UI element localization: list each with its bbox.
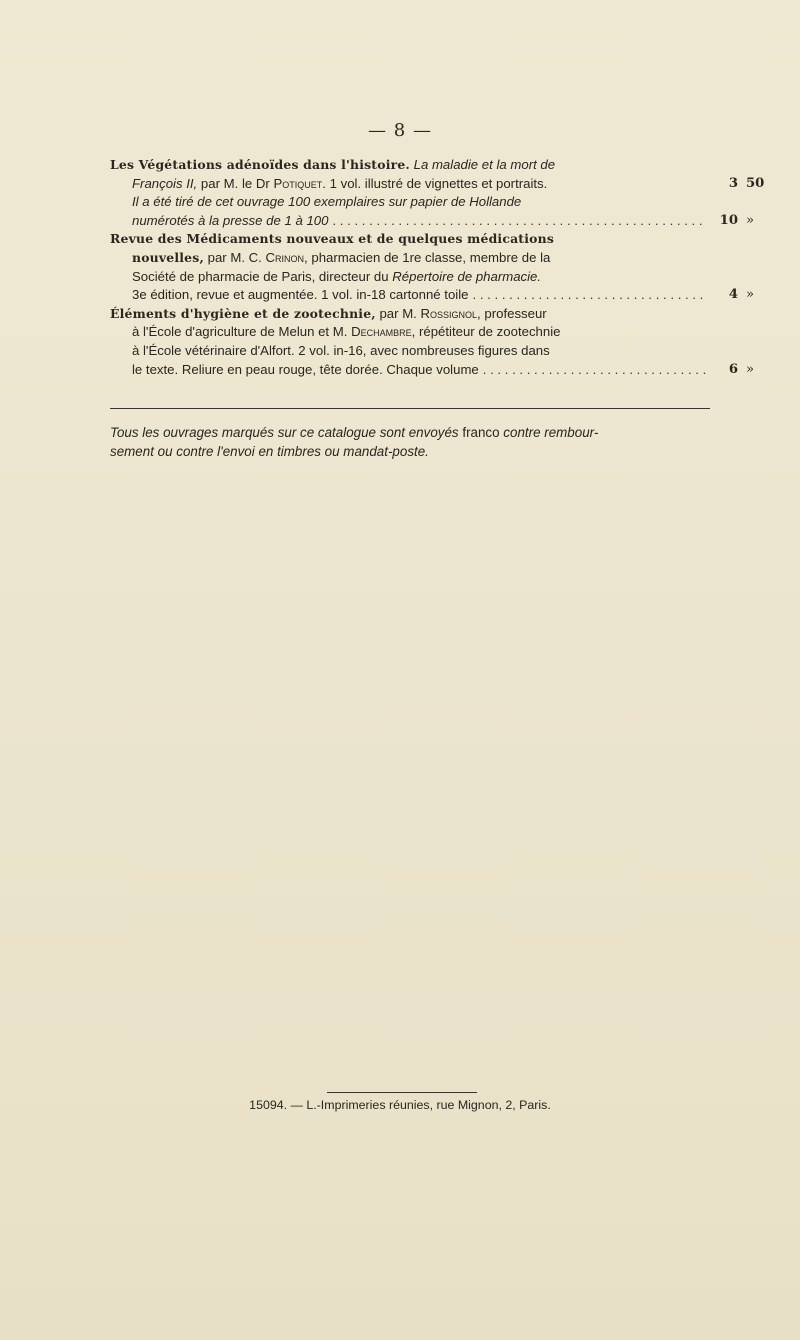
entry-coauthor: Dechambre, xyxy=(351,324,416,340)
entry-author: Potiquet. xyxy=(273,175,326,191)
price-centimes: » xyxy=(746,361,755,377)
entry-title: Revue des Médicaments nouveaux et de quelques médications xyxy=(110,231,554,247)
shipping-notice xyxy=(110,424,710,461)
entry-subtitle: François II, xyxy=(132,175,198,191)
footer-rule xyxy=(327,1092,477,1093)
printer-imprint: 15094. — L.-Imprimeries réunies, rue Mignon, 2, Paris. xyxy=(249,1098,551,1112)
entry-text: par M. C. xyxy=(207,249,262,265)
price-francs: 4 xyxy=(728,287,738,303)
entry-title: Éléments d'hygiène et de zootechnie, xyxy=(110,305,376,321)
entry-description: professeur xyxy=(484,305,547,321)
entry-text: par M. xyxy=(379,305,417,321)
page-number: — 8 — xyxy=(368,120,432,141)
entry-text: par M. le Dr xyxy=(200,175,270,191)
entry-description-line3: à l'École vétérinaire d'Alfort. 2 vol. in-16, avec nombreuses figures dans xyxy=(132,342,550,358)
dot-leader xyxy=(473,286,706,305)
notice-line2: sement ou contre l'envoi en timbres ou mandat-poste. xyxy=(110,443,429,459)
entry-price xyxy=(716,286,772,305)
entry-price xyxy=(716,361,772,380)
entry-note: Il a été tiré de cet ouvrage 100 exemplaires sur papier de Hollande xyxy=(132,194,522,210)
section-divider xyxy=(110,408,710,409)
entry-author: Rossignol, xyxy=(420,305,481,321)
entry-description-line4: le texte. Reliure en peau rouge, tête dorée. Chaque volume xyxy=(132,361,479,377)
entry-note-cont: numérotés à la presse de 1 à 100 xyxy=(132,212,329,228)
entry-title: Les Végétations adénoïdes dans l'histoire. xyxy=(110,157,410,172)
price-centimes: 50 xyxy=(746,175,765,191)
catalog-entry-hygiene xyxy=(110,305,755,379)
entry-description: 1 vol. illustré de vignettes et portraits. xyxy=(329,175,548,191)
price-francs: 3 xyxy=(728,175,738,191)
catalog-entry-vegetations xyxy=(110,156,765,230)
price-francs: 10 xyxy=(719,212,738,228)
entry-description-cont: Société de pharmacie de Paris, directeur du xyxy=(132,268,389,284)
entry-author: Crinon, xyxy=(265,249,308,265)
catalog-entry-medicaments xyxy=(110,230,755,304)
entry-title-cont: nouvelles, xyxy=(132,249,204,265)
entry-price-2 xyxy=(716,212,772,231)
notice-franco: franco xyxy=(462,425,500,440)
entry-description-cont: à l'École d'agriculture de Melun et M. xyxy=(132,324,348,340)
entry-price xyxy=(716,175,772,194)
entry-description: pharmacien de 1re classe, membre de la xyxy=(311,249,551,265)
notice-text: Tous les ouvrages marqués sur ce catalogue sont envoyés xyxy=(110,425,459,440)
dot-leader xyxy=(332,212,706,231)
price-francs: 6 xyxy=(728,361,738,377)
catalog-list xyxy=(110,156,765,379)
entry-title-rest: La maladie et la mort de xyxy=(413,157,556,172)
notice-text-cont: contre rembour- xyxy=(503,425,599,440)
price-centimes: » xyxy=(746,287,755,303)
dot-leader xyxy=(483,361,706,380)
entry-edition: 3e édition, revue et augmentée. 1 vol. in-18 cartonné toile xyxy=(132,287,469,303)
price-centimes: » xyxy=(746,212,755,228)
entry-publication: Répertoire de pharmacie. xyxy=(392,268,542,284)
entry-description-tail: répétiteur de zootechnie xyxy=(418,324,561,340)
